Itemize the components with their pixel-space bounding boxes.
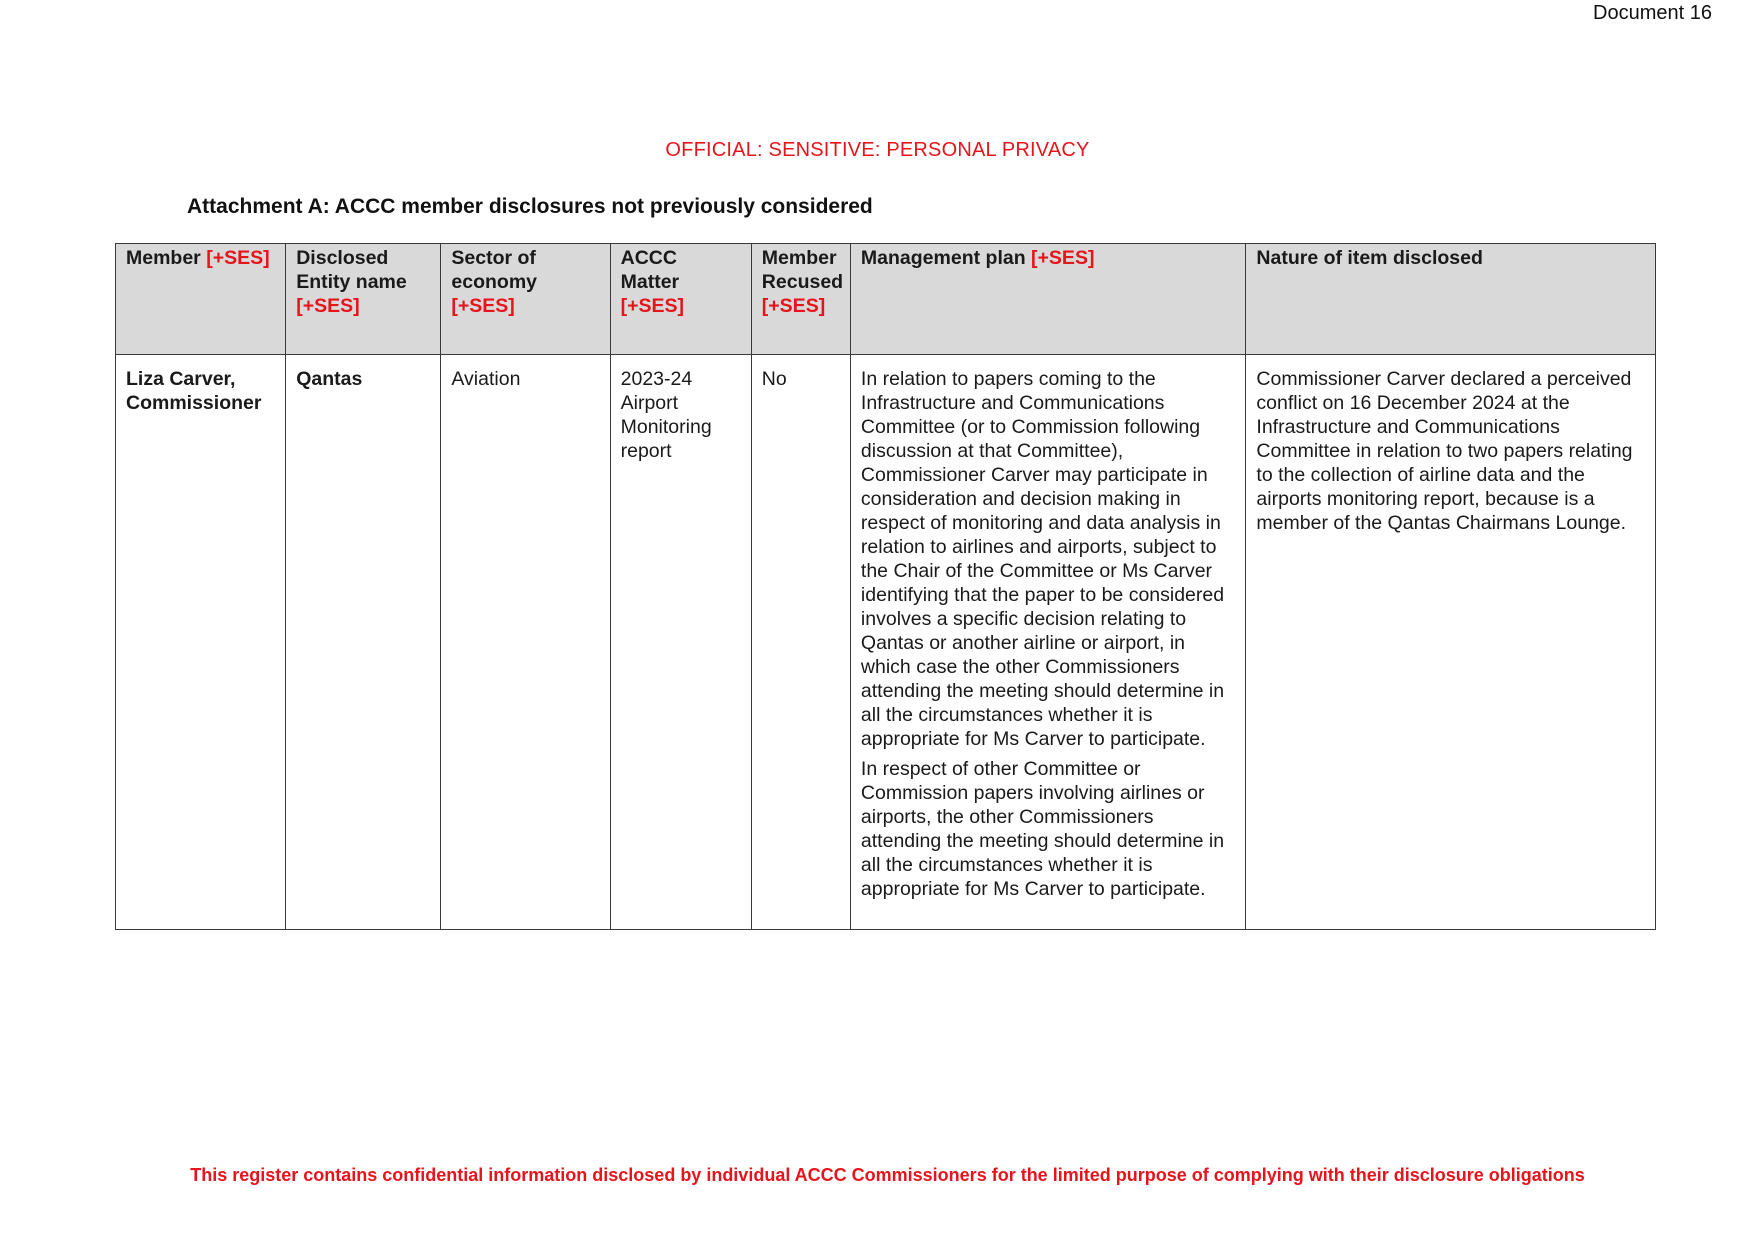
management-plan-paragraph-1: In relation to papers coming to the Infrastructure and Communications Committee (or to Commission following discussion at that Committee), Commissioner Carver may participate in consideration and decision making in respect of monitoring and data analysis in relation to airlines and airports, subject to the Chair of the Committee or Ms Carver identifying that the paper to be considered involves a specific decision relating to Qantas or another airline or airport, in which case the other Commissioners attending the meeting should determine in all the circumstances whether it is appropriate for Ms Carver to participate.: [860, 368, 1225, 750]
cell-member: Liza Carver, Commissioner: [116, 355, 286, 930]
cell-entity: Qantas: [286, 355, 441, 930]
column-header-entity: [286, 244, 441, 355]
column-header-member-label: Member: [126, 247, 201, 269]
cell-management-plan: [850, 355, 1246, 930]
column-header-sector: [441, 244, 610, 355]
column-header-entity-label: Disclosed Entity name: [296, 247, 407, 293]
disclosure-table: [115, 243, 1656, 930]
column-header-member: [116, 244, 286, 355]
cell-recused: No: [751, 355, 850, 930]
column-header-plan-label: Management plan: [860, 247, 1026, 269]
document-number: Document 16: [1593, 2, 1712, 24]
cell-sector: Aviation: [441, 355, 610, 930]
column-header-entity-tag: [+SES]: [296, 295, 360, 317]
table-header-row: [116, 244, 1656, 355]
security-classification: OFFICIAL: SENSITIVE: PERSONAL PRIVACY: [665, 139, 1090, 161]
column-header-plan: [850, 244, 1246, 355]
column-header-matter: [610, 244, 751, 355]
column-header-matter-label: ACCC Matter: [620, 247, 680, 293]
column-header-recused-label: Member Recused: [761, 247, 844, 293]
column-header-nature-label: Nature of item disclosed: [1256, 247, 1483, 269]
table-row: [116, 355, 1656, 930]
column-header-member-tag: [+SES]: [206, 247, 270, 269]
column-header-plan-tag: [+SES]: [1031, 247, 1095, 269]
cell-nature: Commissioner Carver declared a perceived conflict on 16 December 2024 at the Infrastructure and Communications Committee in relation to two papers relating to the collection of airline data and the airports monitoring report, because is a member of the Qantas Chairmans Lounge.: [1246, 355, 1656, 930]
management-plan-paragraph-2: In respect of other Committee or Commission papers involving airlines or airports, the other Commissioners attending the meeting should determine in all the circumstances whether it is appropriate for Ms Carver to participate.: [860, 758, 1225, 900]
column-header-matter-tag: [+SES]: [620, 295, 685, 317]
column-header-sector-label: Sector of economy: [451, 247, 538, 293]
column-header-recused: [751, 244, 850, 355]
confidentiality-footer: This register contains confidential information disclosed by individual ACCC Commissioners for the limited purpose of complying with their disclosure obligations: [190, 1165, 1585, 1185]
attachment-title: Attachment A: ACCC member disclosures not previously considered: [187, 195, 873, 218]
column-header-recused-tag: [+SES]: [761, 295, 826, 317]
cell-matter: 2023-24 Airport Monitoring report: [610, 355, 751, 930]
column-header-nature: [1246, 244, 1656, 355]
column-header-sector-tag: [+SES]: [451, 295, 515, 317]
